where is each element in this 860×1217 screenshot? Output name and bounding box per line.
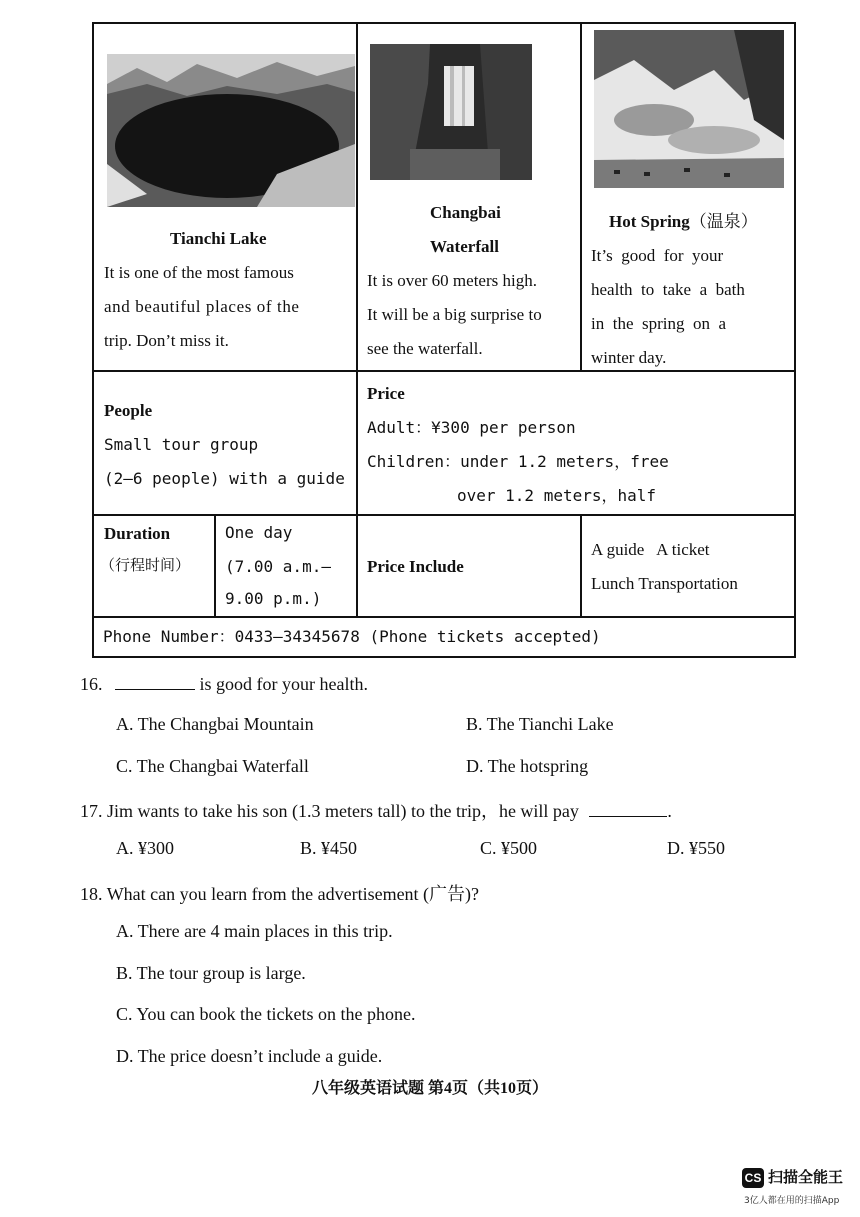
tianchi-lake-title: Tianchi Lake xyxy=(170,229,267,248)
tianchi-lake-desc-line: and beautiful places of the xyxy=(104,297,300,316)
people-line: (2—6 people) with a guide xyxy=(104,469,345,488)
hot-spring-photo xyxy=(594,30,784,188)
duration-label-cn: （行程时间） xyxy=(100,558,191,574)
changbai-waterfall-photo xyxy=(370,44,532,180)
option: C. You can book the tickets on the phone. xyxy=(116,1004,416,1024)
option: B. ¥450 xyxy=(300,838,358,858)
tianchi-lake-desc-line: It is one of the most famous xyxy=(104,263,294,282)
hot-spring-desc-line: It’s good for your xyxy=(591,246,724,265)
changbai-waterfall-cell xyxy=(358,24,582,370)
price-label: Price xyxy=(367,384,405,403)
hot-spring-desc-line: health to take a bath xyxy=(591,280,745,299)
hot-spring-title: Hot Spring xyxy=(609,212,690,231)
hot-spring-title-cn: （温泉） xyxy=(689,212,758,231)
option: A. ¥300 xyxy=(116,838,174,858)
duration-label-cell xyxy=(94,516,216,616)
price-include-value-cell xyxy=(582,516,798,616)
changbai-waterfall-title: Changbai xyxy=(430,203,501,222)
option: A. There are 4 main places in this trip. xyxy=(116,921,393,941)
camscanner-tagline: 3亿人都在用的扫描App xyxy=(744,1196,840,1206)
option: D. The hotspring xyxy=(466,756,589,776)
camscanner-logo-icon: CS xyxy=(742,1168,764,1188)
price-include-label: Price Include xyxy=(367,557,464,576)
question-17-stem xyxy=(80,797,672,823)
option: B. The Tianchi Lake xyxy=(466,714,614,734)
tianchi-lake-desc-line: trip. Don’t miss it. xyxy=(104,331,229,350)
changbai-waterfall-desc-line: It will be a big surprise to xyxy=(367,305,542,324)
question-16-stem xyxy=(80,674,368,695)
duration-line: (7.00 a.m.— xyxy=(225,557,331,576)
price-include-line: A guide A ticket xyxy=(591,540,710,559)
page-footer: 八年级英语试题 第4页（共10页） xyxy=(311,1080,548,1097)
option: D. ¥550 xyxy=(667,838,725,858)
changbai-waterfall-desc-line: see the waterfall. xyxy=(367,339,483,358)
answer-blank xyxy=(115,689,195,690)
people-price-row xyxy=(94,372,794,516)
option: C. The Changbai Waterfall xyxy=(116,756,309,776)
duration-row xyxy=(94,516,794,618)
price-cell xyxy=(358,372,798,514)
question-number: 16. xyxy=(80,674,103,694)
question-18-stem xyxy=(80,880,479,906)
phone-row xyxy=(94,618,794,658)
tianchi-lake-photo xyxy=(107,54,355,207)
changbai-waterfall-title: Waterfall xyxy=(430,237,499,256)
question-stem: What can you learn from the advertisement (广告)? xyxy=(106,884,480,904)
hot-spring-cell xyxy=(582,24,798,370)
changbai-waterfall-desc-line: It is over 60 meters high. xyxy=(367,271,537,290)
question-number: 18. xyxy=(80,884,103,904)
phone-number: Phone Number：0433—34345678 (Phone tickets accepted) xyxy=(103,627,601,646)
question-stem: is good for your health. xyxy=(199,674,368,694)
places-row xyxy=(94,24,794,372)
tour-advertisement-table xyxy=(92,22,796,658)
question-stem: Jim wants to take his son (1.3 meters tall) to the trip，he will pay xyxy=(107,801,579,821)
price-children: Children：under 1.2 meters，free xyxy=(367,452,669,471)
price-include-label-cell xyxy=(358,516,582,616)
option: D. The price doesn’t include a guide. xyxy=(116,1046,383,1066)
price-adult: Adult：¥300 per person xyxy=(367,418,576,437)
tianchi-lake-cell xyxy=(94,24,358,370)
duration-label: Duration xyxy=(104,524,171,543)
option: B. The tour group is large. xyxy=(116,963,306,983)
duration-line: 9.00 p.m.) xyxy=(225,589,322,608)
hot-spring-title-row xyxy=(609,205,758,239)
duration-line: One day xyxy=(225,523,293,542)
people-label: People xyxy=(104,401,153,420)
option: C. ¥500 xyxy=(480,838,538,858)
answer-blank xyxy=(589,816,667,817)
camscanner-name: 扫描全能王 xyxy=(768,1168,844,1186)
question-stem-end: . xyxy=(667,801,672,821)
people-line: Small tour group xyxy=(104,435,259,454)
duration-value-cell xyxy=(216,516,358,616)
option: A. The Changbai Mountain xyxy=(116,714,314,734)
people-cell xyxy=(94,372,358,514)
price-include-line: Lunch Transportation xyxy=(591,574,738,593)
question-number: 17. xyxy=(80,801,103,821)
hot-spring-desc-line: winter day. xyxy=(591,348,667,367)
price-children-over: over 1.2 meters，half xyxy=(457,486,657,505)
hot-spring-desc-line: in the spring on a xyxy=(591,314,727,333)
